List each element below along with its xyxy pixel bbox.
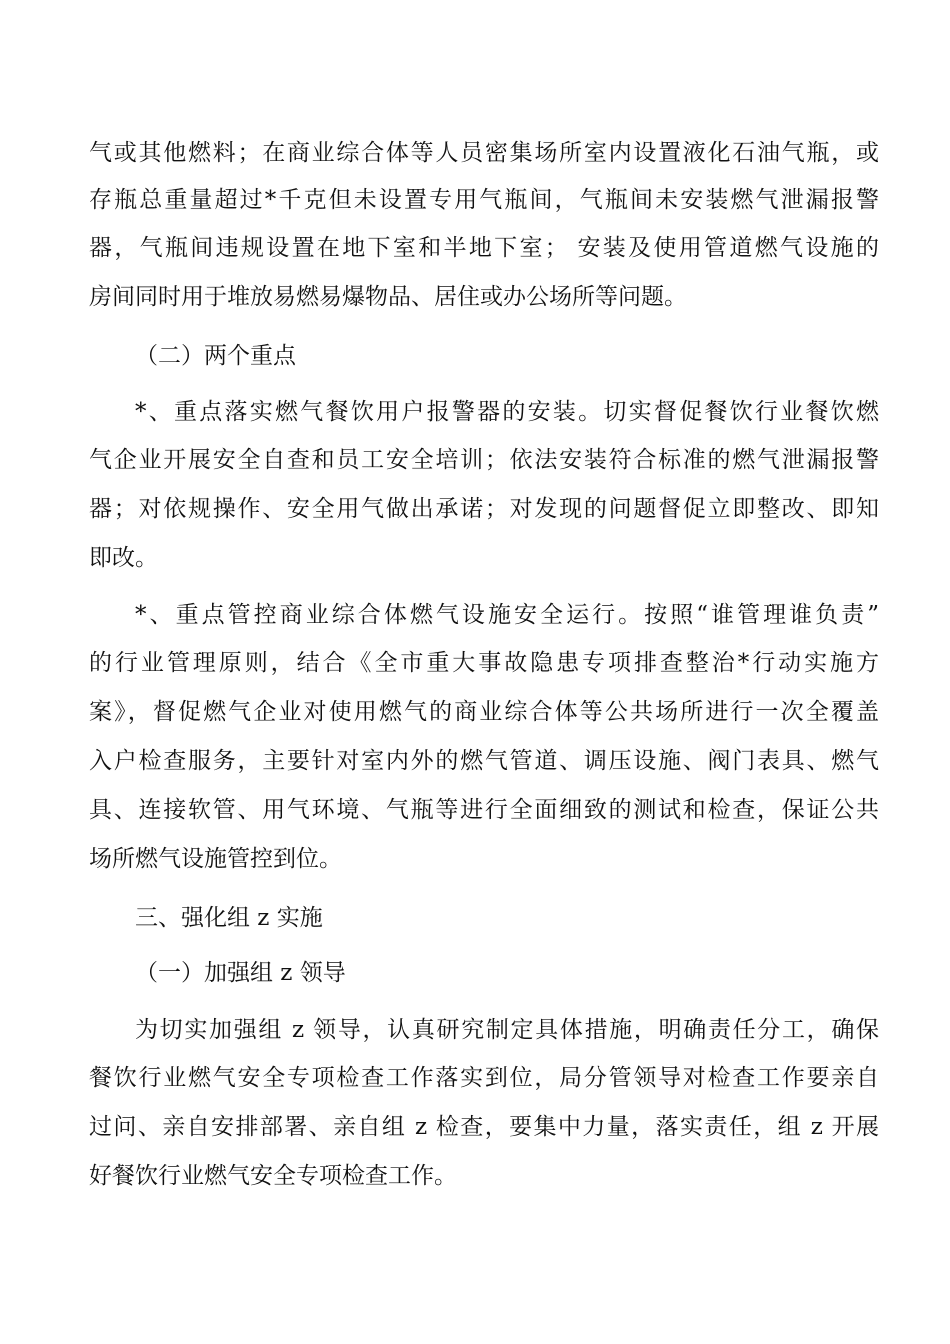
paragraph-3-line-6: 场所燃气设施管控到位。 <box>89 846 342 872</box>
paragraph-3-line-2: 的行业管理原则，结合《全市重大事故隐患专项排查整治*行动实施方 <box>89 650 879 676</box>
paragraph-4-line-3: 过问、亲自安排部署、亲自组 z 检查，要集中力量，落实责任，组 z 开展 <box>89 1114 879 1140</box>
paragraph-1-line-1: 气或其他燃料；在商业综合体等人员密集场所室内设置液化石油气瓶，或 <box>89 140 879 166</box>
heading-two-focus: （二）两个重点 <box>135 343 296 369</box>
heading-section-3: 三、强化组 z 实施 <box>135 905 323 931</box>
paragraph-3-line-4: 入户检查服务，主要针对室内外的燃气管道、调压设施、阀门表具、燃气 <box>89 748 879 774</box>
paragraph-4-line-1: 为切实加强组 z 领导，认真研究制定具体措施，明确责任分工，确保 <box>135 1017 879 1043</box>
paragraph-2-line-3: 器；对依规操作、安全用气做出承诺；对发现的问题督促立即整改、即知 <box>89 496 879 522</box>
paragraph-4-line-2: 餐饮行业燃气安全专项检查工作落实到位，局分管领导对检查工作要亲自 <box>89 1065 879 1091</box>
paragraph-3-line-3: 案》，督促燃气企业对使用燃气的商业综合体等公共场所进行一次全覆盖 <box>89 699 879 725</box>
paragraph-1-line-3: 器，气瓶间违规设置在地下室和半地下室； 安装及使用管道燃气设施的 <box>89 235 879 261</box>
paragraph-2-line-1: *、重点落实燃气餐饮用户报警器的安装。切实督促餐饮行业餐饮燃 <box>135 399 879 425</box>
paragraph-3-line-5: 具、连接软管、用气环境、气瓶等进行全面细致的测试和检查，保证公共 <box>89 797 879 823</box>
paragraph-3-line-1: *、重点管控商业综合体燃气设施安全运行。按照“谁管理谁负责” <box>135 602 879 628</box>
paragraph-2-line-4: 即改。 <box>89 545 158 571</box>
paragraph-4-line-4: 好餐饮行业燃气安全专项检查工作。 <box>89 1163 457 1189</box>
heading-leadership: （一）加强组 z 领导 <box>135 960 346 986</box>
paragraph-2-line-2: 气企业开展安全自查和员工安全培训；依法安装符合标准的燃气泄漏报警 <box>89 447 879 473</box>
paragraph-1-line-2: 存瓶总重量超过*千克但未设置专用气瓶间，气瓶间未安装燃气泄漏报警 <box>89 187 879 213</box>
paragraph-1-line-4: 房间同时用于堆放易燃易爆物品、居住或办公场所等问题。 <box>89 284 687 310</box>
